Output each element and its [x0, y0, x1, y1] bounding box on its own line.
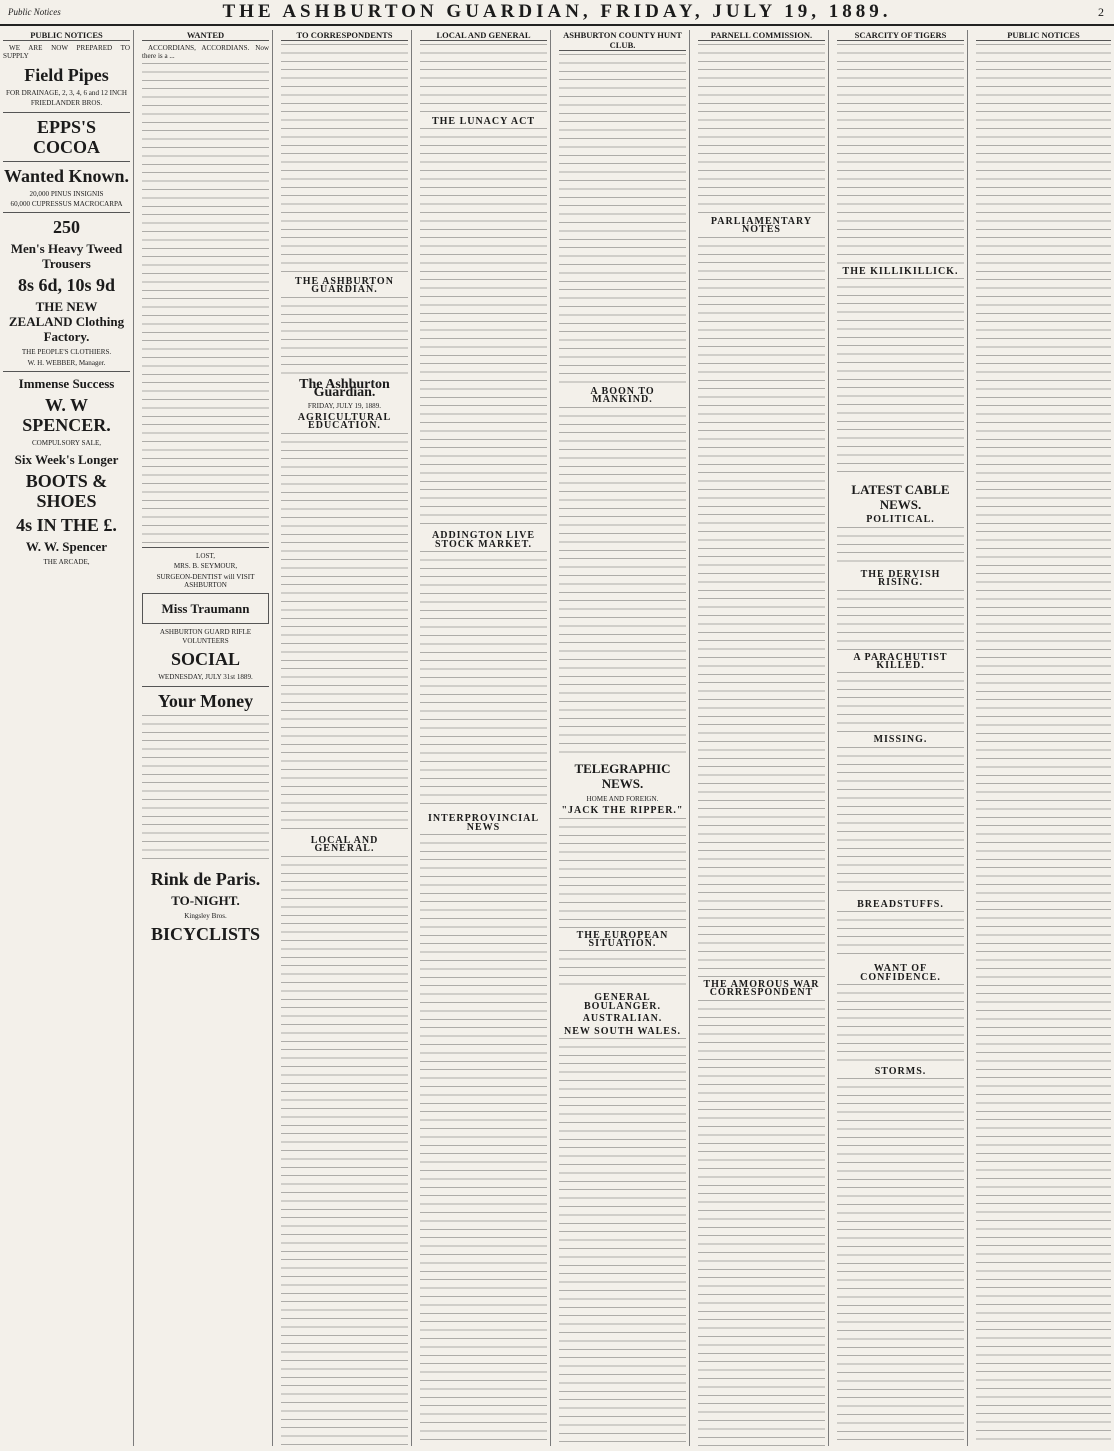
lost-notice: LOST, [196, 551, 215, 560]
column-8-heading: PUBLIC NOTICES [976, 30, 1111, 41]
parachutist-heading: A PARACHUTIST KILLED. [853, 651, 948, 672]
dervish-heading: THE DERVISH RISING. [860, 568, 941, 589]
breadstuffs-heading: BREADSTUFFS. [857, 898, 944, 910]
seymour: MRS. B. SEYMOUR, [173, 562, 238, 571]
page-number: 2 [1098, 5, 1104, 19]
home-foreign: HOME AND FOREIGN. [586, 794, 659, 803]
guardian-head: THE ASHBURTON GUARDIAN. [295, 276, 394, 296]
social: SOCIAL [170, 649, 241, 670]
miss-traumann: Miss Traumann [161, 601, 250, 617]
european-heading: THE EUROPEAN SITUATION. [576, 929, 669, 950]
agri-heading: AGRICULTURAL EDUCATION. [297, 412, 392, 432]
column-7-heading: SCARCITY OF TIGERS [837, 30, 964, 41]
number-250: 250 [53, 217, 80, 238]
pinus-insignis: 20,000 PINUS INSIGNIS [29, 189, 104, 198]
page-title: THE ASHBURTON GUARDIAN, FRIDAY, JULY 19, 1889. [222, 1, 892, 22]
rink-de-paris: Rink de Paris. [150, 868, 261, 889]
webber: W. H. WEBBER, Manager. [27, 358, 106, 367]
column-2-heading: WANTED [142, 30, 269, 41]
column-4 [417, 30, 551, 1446]
arcade: THE ARCADE, [43, 557, 90, 566]
killikillick-heading: THE KILLIKILLICK. [842, 266, 959, 277]
amorous-heading: THE AMOROUS WAR CORRESPONDENT [703, 978, 820, 999]
compulsory-sale: COMPULSORY SALE, [31, 439, 102, 448]
wanted-accordians: ACCORDIANS, ACCORDIANS. Now there is a ... [142, 44, 269, 61]
field-pipes-sub: FOR DRAINAGE, 2, 3, 4, 6 and 12 INCH [6, 88, 127, 97]
telegraphic-heading: TELEGRAPHIC NEWS. [574, 760, 671, 791]
column-2 [139, 30, 273, 1446]
interprov-heading: INTERPROVINCIAL NEWS [427, 813, 540, 833]
masthead [0, 0, 1114, 26]
column-6 [695, 30, 829, 1446]
boon-heading: A BOON TO MANKIND. [590, 386, 655, 406]
social-date: WEDNESDAY, JULY 31st 1889. [158, 673, 253, 682]
ripper-heading: "JACK THE RIPPER." [561, 805, 684, 817]
spencer-2: W. W. Spencer [25, 538, 108, 554]
column-4-heading: LOCAL AND GENERAL [420, 30, 547, 41]
column-8 [973, 30, 1114, 1446]
epps-cocoa: EPPS'S COCOA [33, 116, 100, 157]
column-5-heading: ASHBURTON COUNTY HUNT CLUB. [559, 30, 686, 51]
missing-heading: MISSING. [873, 734, 928, 746]
discount: 4s IN THE £. [16, 514, 117, 535]
price: 8s 6d, 10s 9d [17, 275, 116, 296]
clothing-factory: THE NEW ZEALAND Clothing Factory. [8, 299, 125, 345]
column-3-heading: TO CORRESPONDENTS [281, 30, 408, 41]
political-heading: POLITICAL. [866, 514, 935, 526]
column-3 [278, 30, 412, 1446]
macrocarpa: 60,000 CUPRESSUS MACROCARPA [10, 200, 123, 209]
want-conf-heading: WANT OF CONFIDENCE. [860, 963, 941, 983]
storms-heading: STORMS. [874, 1066, 927, 1078]
trousers: Men's Heavy Tweed Trousers [10, 241, 123, 272]
tonight: TO-NIGHT. [171, 892, 240, 908]
paper-date: FRIDAY, JULY 19, 1889. [307, 401, 382, 410]
spencer: W. W SPENCER. [22, 395, 111, 436]
local-heading: LOCAL AND GENERAL. [310, 834, 379, 855]
bicyclists: BICYCLISTS [150, 924, 261, 945]
six-weeks: Six Week's Longer [14, 451, 119, 467]
publication-label: Public Notices [8, 7, 61, 17]
column-1-heading: PUBLIC NOTICES [3, 30, 130, 41]
wanted-known: Wanted Known. [3, 165, 130, 186]
peoples-clothiers: THE PEOPLE'S CLOTHIERS. [21, 348, 112, 357]
lunacy-heading: THE LUNACY ACT [431, 116, 536, 127]
field-pipes-title: Field Pipes [24, 64, 109, 85]
column-6-heading: PARNELL COMMISSION. [698, 30, 825, 41]
column-1 [0, 30, 134, 1446]
notice-supply: WE ARE NOW PREPARED TO SUPPLY [3, 44, 130, 61]
your-money: Your Money [157, 690, 254, 711]
cable-heading: LATEST CABLE NEWS. [851, 482, 950, 513]
column-7 [834, 30, 968, 1446]
addington-heading: ADDINGTON LIVE STOCK MARKET. [432, 530, 535, 550]
column-5 [556, 30, 690, 1446]
columns [0, 30, 1114, 1446]
paper-mast: The Ashburton Guardian. [299, 376, 390, 401]
australian-heading: AUSTRALIAN. [582, 1013, 663, 1025]
friedlander: FRIEDLANDER BROS. [30, 99, 103, 108]
nsw-heading: NEW SOUTH WALES. [563, 1025, 682, 1037]
boulanger-heading: GENERAL BOULANGER. [584, 992, 661, 1012]
kingsley: Kingsley Bros. [184, 911, 227, 920]
immense-success: Immense Success [18, 376, 115, 392]
rifles: ASHBURTON GUARD RIFLE VOLUNTEERS [159, 628, 252, 645]
boots-shoes: BOOTS & SHOES [25, 470, 108, 511]
surgeon: SURGEON-DENTIST will VISIT ASHBURTON [156, 572, 255, 590]
parliamentary-heading: PARLIAMENTARY NOTES [710, 216, 813, 236]
